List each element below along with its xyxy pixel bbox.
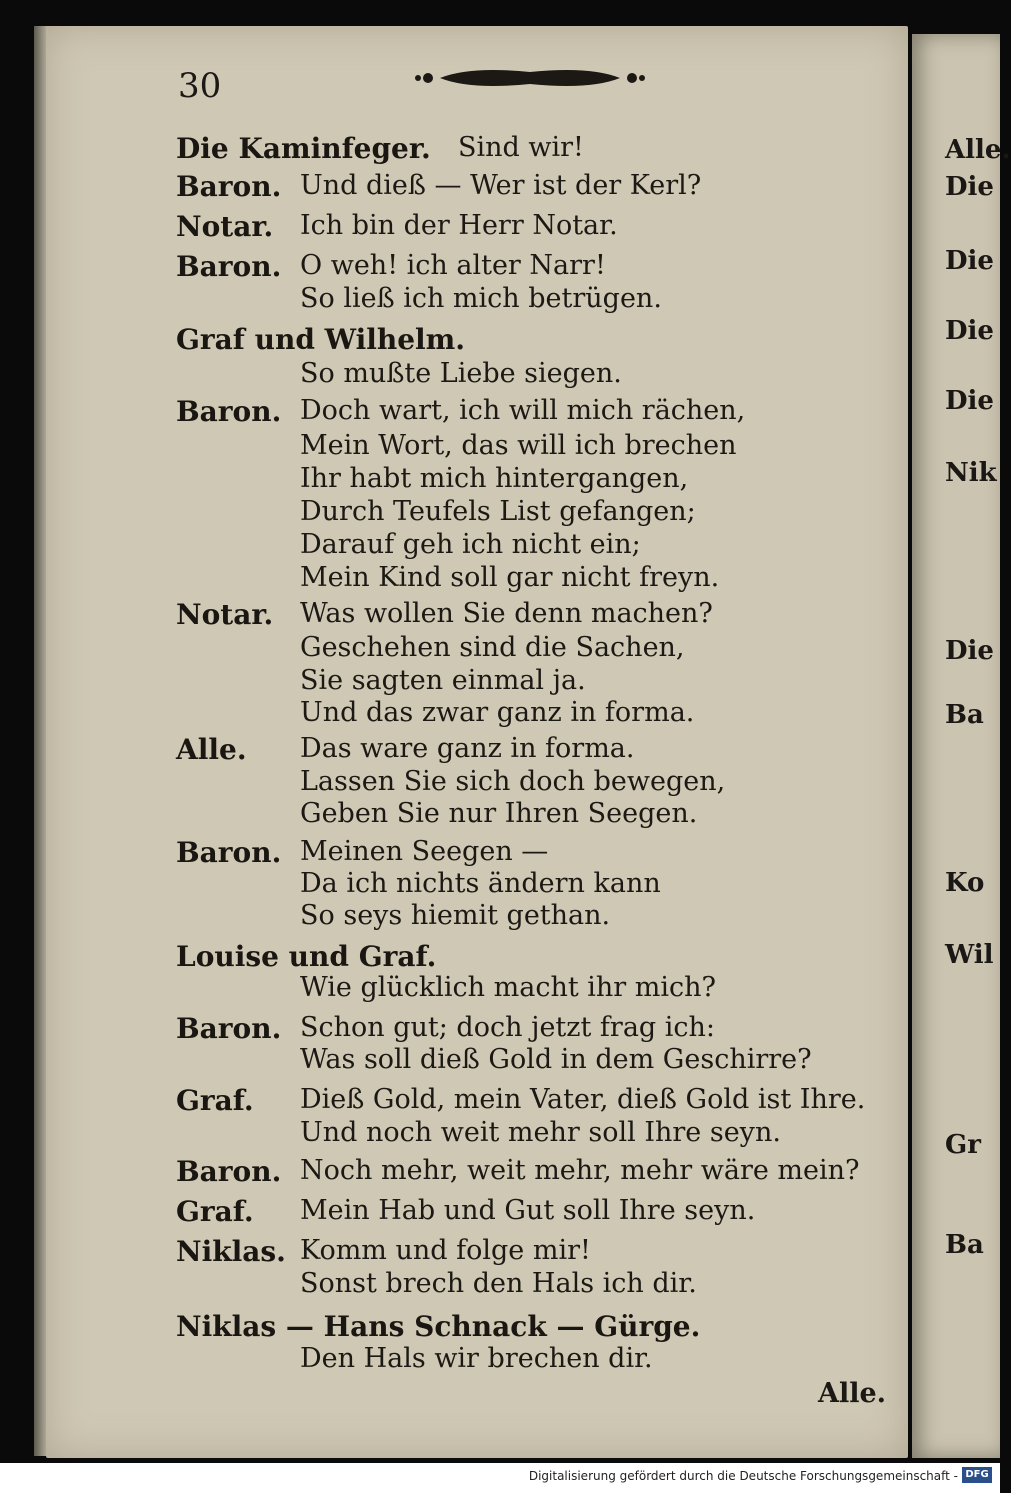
right-page-fragment: Wil	[945, 940, 994, 970]
verse-line: Geschehen sind die Sachen,	[300, 632, 685, 663]
speaker-name: Louise und Graf.	[176, 940, 437, 973]
verse-line: So ließ ich mich betrügen.	[300, 283, 662, 314]
verse-line: Ihr habt mich hintergangen,	[300, 463, 689, 494]
verse-line: Sie sagten einmal ja.	[300, 665, 586, 696]
right-page-fragment: Ko	[945, 868, 985, 898]
verse-line: Den Hals wir brechen dir.	[300, 1343, 653, 1374]
verse-line: Was wollen Sie denn machen?	[300, 598, 713, 629]
verse-line: Lassen Sie sich doch bewegen,	[300, 766, 726, 797]
right-page-fragment: Gr	[945, 1130, 981, 1160]
verse-line: Und das zwar ganz in forma.	[300, 697, 695, 728]
verse-line: Mein Hab und Gut soll Ihre seyn.	[300, 1195, 756, 1226]
speaker-name: Graf.	[176, 1084, 254, 1117]
verse-line: Mein Wort, das will ich brechen	[300, 430, 737, 461]
ornament-icon	[410, 58, 650, 98]
page-number: 30	[178, 66, 222, 106]
verse-line: Schon gut; doch jetzt frag ich:	[300, 1012, 716, 1043]
verse-line: Meinen Seegen —	[300, 836, 549, 867]
verse-line: Dieß Gold, mein Vater, dieß Gold ist Ihre.	[300, 1084, 866, 1115]
speaker-name: Alle.	[176, 733, 247, 766]
verse-line: Komm und folge mir!	[300, 1235, 591, 1266]
verse-line: O weh! ich alter Narr!	[300, 250, 606, 281]
catchword: Alle.	[818, 1378, 887, 1409]
verse-line: Und noch weit mehr soll Ihre seyn.	[300, 1117, 781, 1148]
right-page-fragment: Die	[945, 172, 994, 202]
dfg-logo: DFG	[962, 1467, 992, 1483]
speaker-name: Baron.	[176, 836, 282, 869]
speaker-name: Baron.	[176, 170, 282, 203]
speaker-name: Graf und Wilhelm.	[176, 323, 466, 356]
speaker-name: Niklas — Hans Schnack — Gürge.	[176, 1310, 701, 1343]
right-page-fragment: Die	[945, 636, 994, 666]
right-page-fragment: Die	[945, 386, 994, 416]
verse-line: Geben Sie nur Ihren Seegen.	[300, 798, 698, 829]
verse-line: Sonst brech den Hals ich dir.	[300, 1268, 697, 1299]
speaker-name: Baron.	[176, 1155, 282, 1188]
verse-line: Mein Kind soll gar nicht freyn.	[300, 562, 720, 593]
verse-line: Sind wir!	[458, 132, 584, 163]
right-page-fragment: Die	[945, 316, 994, 346]
verse-line: Und dieß — Wer ist der Kerl?	[300, 170, 702, 201]
speaker-name: Die Kaminfeger.	[176, 132, 431, 165]
speaker-name: Baron.	[176, 395, 282, 428]
verse-line: Durch Teufels List gefangen;	[300, 496, 696, 527]
verse-line: Was soll dieß Gold in dem Geschirre?	[300, 1044, 812, 1075]
right-page-fragment: Alle.	[945, 135, 1011, 165]
verse-line: So seys hiemit gethan.	[300, 900, 611, 931]
verse-line: Noch mehr, weit mehr, mehr wäre mein?	[300, 1155, 860, 1186]
verse-line: Doch wart, ich will mich rächen,	[300, 395, 746, 426]
right-page-fragment: Ba	[945, 1230, 984, 1260]
verse-line: Das ware ganz in forma.	[300, 733, 635, 764]
verse-line: So mußte Liebe siegen.	[300, 358, 622, 389]
speaker-name: Notar.	[176, 210, 274, 243]
verse-line: Ich bin der Herr Notar.	[300, 210, 618, 241]
verse-line: Da ich nichts ändern kann	[300, 868, 661, 899]
speaker-name: Niklas.	[176, 1235, 286, 1268]
verse-line: Darauf geh ich nicht ein;	[300, 529, 641, 560]
footer-credit: Digitalisierung gefördert durch die Deutsche Forschungsgemeinschaft -	[528, 1469, 958, 1483]
right-page-fragment: Die	[945, 246, 994, 276]
speaker-name: Baron.	[176, 250, 282, 283]
speaker-name: Notar.	[176, 598, 274, 631]
speaker-name: Baron.	[176, 1012, 282, 1045]
verse-line: Wie glücklich macht ihr mich?	[300, 972, 717, 1003]
right-page-fragment: Ba	[945, 700, 984, 730]
right-page-fragment: Nik	[945, 458, 997, 488]
speaker-name: Graf.	[176, 1195, 254, 1228]
